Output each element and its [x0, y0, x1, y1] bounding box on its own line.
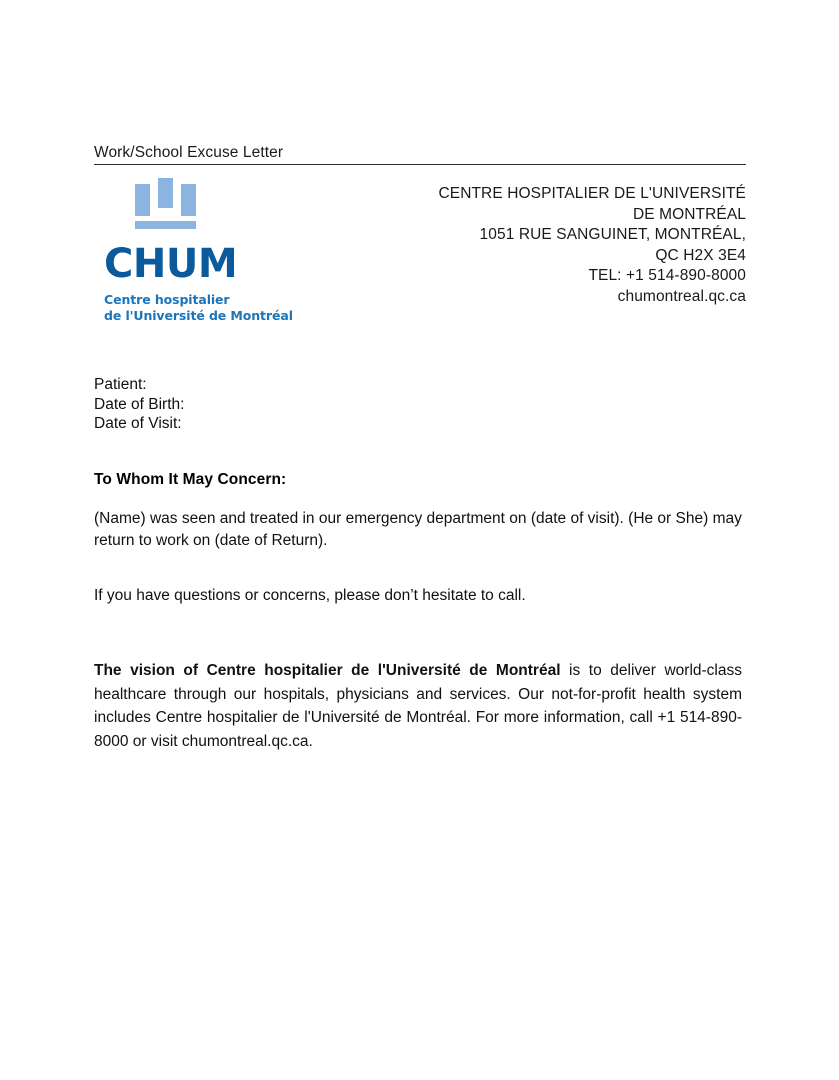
- logo-tagline-line-2: de l'Université de Montréal: [104, 307, 293, 323]
- patient-dob-label: Date of Birth:: [94, 395, 185, 413]
- letter-salutation: To Whom It May Concern:: [94, 471, 287, 488]
- header-divider: [94, 164, 746, 165]
- address-line-3: 1051 RUE SANGUINET, MONTRÉAL,: [479, 226, 746, 243]
- logo-bar-middle: [158, 178, 173, 208]
- letter-paragraph-visit: (Name) was seen and treated in our emergency department on (date of visit). (He or She) may return to work on (date of Return).: [94, 510, 742, 549]
- logo-bar-right: [181, 184, 196, 216]
- letter-paragraph-contact: If you have questions or concerns, please don’t hesitate to call.: [94, 587, 526, 604]
- vision-statement-bold: The vision of Centre hospitalier de l'Université de Montréal: [94, 662, 561, 679]
- address-line-1: CENTRE HOSPITALIER DE L'UNIVERSITÉ: [438, 185, 746, 202]
- document-header: [94, 143, 746, 165]
- patient-visit-date-label: Date of Visit:: [94, 415, 182, 433]
- letter-paragraph-vision: [94, 659, 742, 753]
- patient-name-label: Patient:: [94, 376, 147, 393]
- logo-tagline-line-1: Centre hospitalier: [104, 292, 230, 307]
- logo-bar-left: [135, 184, 150, 216]
- logo-wordmark: CHUM: [104, 241, 238, 287]
- logo-tagline: [104, 292, 334, 323]
- organization-address: [438, 184, 746, 307]
- address-line-4: QC H2X 3E4: [655, 246, 746, 264]
- address-phone: TEL: +1 514-890-8000: [588, 267, 746, 284]
- address-line-2: DE MONTRÉAL: [632, 205, 746, 223]
- address-website: chumontreal.qc.ca: [617, 287, 746, 305]
- patient-details: [94, 375, 184, 434]
- chum-logo: [104, 178, 334, 323]
- vision-statement-rest: is to deliver world-class healthcare through our hospitals, physicians and services. Our not-for-profit health system includes Centre hospitalier de l'Université de Montréal. For more information, call +1 514-890-8000 or visit chumontreal.qc.ca.: [94, 662, 742, 750]
- logo-bar-base: [135, 221, 196, 229]
- page-title: Work/School Excuse Letter: [94, 144, 284, 161]
- chum-bars-mark-icon: [135, 178, 197, 228]
